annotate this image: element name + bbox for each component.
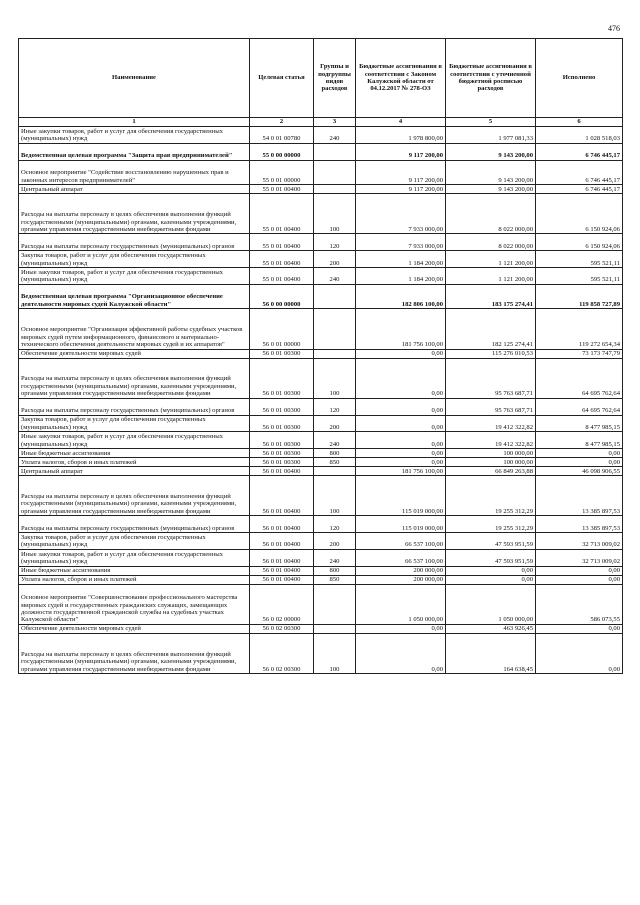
row-law-allocation: 1 184 200,00 <box>356 251 446 268</box>
header-law-allocations: Бюджетные ассигнования в соответствии с Законом Калужской области от 04.12.2017 № 278-ОЗ <box>356 39 446 118</box>
row-expense-group: 240 <box>314 549 356 566</box>
row-expense-group: 100 <box>314 194 356 234</box>
row-target-article: 56 0 01 00300 <box>250 458 314 467</box>
row-target-article: 55 0 01 00400 <box>250 251 314 268</box>
table-row <box>19 143 623 160</box>
table-row <box>19 251 623 268</box>
row-law-allocation: 1 978 800,00 <box>356 127 446 144</box>
row-executed: 0,00 <box>536 458 623 467</box>
row-roster-allocation: 19 412 322,82 <box>446 415 536 432</box>
row-target-article: 56 0 02 00300 <box>250 624 314 633</box>
table-row <box>19 575 623 584</box>
row-law-allocation: 9 117 200,00 <box>356 185 446 194</box>
row-target-article: 56 0 01 00300 <box>250 449 314 458</box>
row-roster-allocation: 19 255 312,29 <box>446 516 536 533</box>
row-target-article: 56 0 01 00300 <box>250 415 314 432</box>
table-row <box>19 309 623 349</box>
row-target-article: 56 0 01 00300 <box>250 432 314 449</box>
column-number: 2 <box>250 118 314 127</box>
row-name: Ведомственная целевая программа "Защита прав предпринимателей" <box>19 143 250 160</box>
row-executed: 73 173 747,79 <box>536 349 623 358</box>
row-name: Закупка товаров, работ и услуг для обеспечения государственных (муниципальных) нужд <box>19 251 250 268</box>
table-row <box>19 194 623 234</box>
row-expense-group: 240 <box>314 432 356 449</box>
row-executed: 13 385 897,53 <box>536 516 623 533</box>
row-roster-allocation: 47 593 951,59 <box>446 549 536 566</box>
row-expense-group: 800 <box>314 449 356 458</box>
row-name: Основное мероприятие "Совершенствование профессионального мастерства мировых судей и государственных гражданских служащих, замещающих должности государственной гражданской службы на судебных участках Калужской области" <box>19 584 250 624</box>
row-expense-group <box>314 160 356 185</box>
row-roster-allocation: 9 143 200,00 <box>446 143 536 160</box>
row-expense-group <box>314 185 356 194</box>
row-expense-group: 800 <box>314 566 356 575</box>
row-expense-group: 120 <box>314 234 356 251</box>
row-roster-allocation: 115 276 010,53 <box>446 349 536 358</box>
row-target-article: 55 0 00 00000 <box>250 143 314 160</box>
row-law-allocation: 7 933 000,00 <box>356 194 446 234</box>
row-expense-group: 100 <box>314 358 356 398</box>
row-law-allocation: 0,00 <box>356 633 446 673</box>
row-name: Расходы на выплаты персоналу государственных (муниципальных) органов <box>19 234 250 251</box>
row-roster-allocation: 100 000,00 <box>446 449 536 458</box>
row-executed: 0,00 <box>536 575 623 584</box>
row-target-article: 56 0 01 00400 <box>250 476 314 516</box>
row-target-article: 55 0 01 00400 <box>250 194 314 234</box>
row-name: Расходы на выплаты персоналу в целях обеспечения выполнения функций государственными (муниципальными) органами, казенными учреждениями, органами управления государственными внебюджетными фондами <box>19 194 250 234</box>
table-row <box>19 467 623 476</box>
table-row <box>19 267 623 284</box>
row-target-article: 55 0 01 00400 <box>250 185 314 194</box>
row-roster-allocation: 19 412 322,82 <box>446 432 536 449</box>
row-expense-group: 120 <box>314 398 356 415</box>
table-row <box>19 516 623 533</box>
row-target-article: 56 0 02 00300 <box>250 633 314 673</box>
row-roster-allocation: 1 121 200,00 <box>446 267 536 284</box>
column-number-row <box>19 118 623 127</box>
row-executed: 64 695 762,64 <box>536 358 623 398</box>
row-expense-group <box>314 584 356 624</box>
row-law-allocation: 0,00 <box>356 432 446 449</box>
row-roster-allocation: 8 022 000,00 <box>446 194 536 234</box>
row-law-allocation: 0,00 <box>356 449 446 458</box>
row-target-article: 56 0 01 00400 <box>250 549 314 566</box>
table-row <box>19 549 623 566</box>
row-name: Иные бюджетные ассигнования <box>19 449 250 458</box>
row-roster-allocation: 100 000,00 <box>446 458 536 467</box>
row-executed: 119 858 727,89 <box>536 284 623 309</box>
table-row <box>19 566 623 575</box>
row-name: Иные закупки товаров, работ и услуг для обеспечения государственных (муниципальных) нужд <box>19 127 250 144</box>
row-law-allocation: 0,00 <box>356 349 446 358</box>
row-target-article: 56 0 02 00000 <box>250 584 314 624</box>
row-expense-group: 100 <box>314 476 356 516</box>
row-law-allocation: 9 117 200,00 <box>356 143 446 160</box>
row-expense-group <box>314 143 356 160</box>
table-row <box>19 349 623 358</box>
table-row <box>19 633 623 673</box>
table-row <box>19 476 623 516</box>
column-number: 1 <box>19 118 250 127</box>
row-executed: 32 713 009,02 <box>536 549 623 566</box>
row-law-allocation: 1 184 200,00 <box>356 267 446 284</box>
page-number: 476 <box>608 24 620 33</box>
row-expense-group <box>314 467 356 476</box>
row-law-allocation: 0,00 <box>356 358 446 398</box>
row-roster-allocation: 95 763 687,71 <box>446 398 536 415</box>
row-name: Иные бюджетные ассигнования <box>19 566 250 575</box>
row-expense-group: 200 <box>314 415 356 432</box>
row-target-article: 55 0 01 00000 <box>250 160 314 185</box>
row-expense-group <box>314 624 356 633</box>
row-law-allocation: 66 537 100,00 <box>356 533 446 550</box>
row-name: Уплата налогов, сборов и иных платежей <box>19 575 250 584</box>
row-law-allocation: 1 050 000,00 <box>356 584 446 624</box>
table-row <box>19 398 623 415</box>
table-row <box>19 234 623 251</box>
row-roster-allocation: 19 255 312,29 <box>446 476 536 516</box>
row-expense-group: 120 <box>314 516 356 533</box>
row-expense-group <box>314 349 356 358</box>
row-name: Расходы на выплаты персоналу государственных (муниципальных) органов <box>19 516 250 533</box>
row-law-allocation: 181 756 100,00 <box>356 467 446 476</box>
row-executed: 0,00 <box>536 449 623 458</box>
row-target-article: 56 0 01 00400 <box>250 467 314 476</box>
table-row <box>19 358 623 398</box>
row-name: Центральный аппарат <box>19 185 250 194</box>
header-name: Наименование <box>19 39 250 118</box>
row-target-article: 56 0 00 00000 <box>250 284 314 309</box>
row-target-article: 55 0 01 00400 <box>250 234 314 251</box>
row-law-allocation: 0,00 <box>356 415 446 432</box>
table-body <box>19 127 623 674</box>
row-target-article: 56 0 01 00400 <box>250 533 314 550</box>
row-name: Расходы на выплаты персоналу в целях обеспечения выполнения функций государственными (муниципальными) органами, казенными учреждениями, органами управления государственными внебюджетными фондами <box>19 633 250 673</box>
row-name: Обеспечение деятельности мировых судей <box>19 624 250 633</box>
row-roster-allocation: 95 763 687,71 <box>446 358 536 398</box>
row-expense-group: 200 <box>314 533 356 550</box>
header-roster-allocations: Бюджетные ассигнования в соответствии с уточненной бюджетной росписью расходов <box>446 39 536 118</box>
table-row <box>19 185 623 194</box>
row-roster-allocation: 66 849 263,88 <box>446 467 536 476</box>
table-row <box>19 127 623 144</box>
row-name: Закупка товаров, работ и услуг для обеспечения государственных (муниципальных) нужд <box>19 415 250 432</box>
row-target-article: 56 0 01 00300 <box>250 398 314 415</box>
row-roster-allocation: 1 977 081,33 <box>446 127 536 144</box>
row-executed: 6 746 445,17 <box>536 185 623 194</box>
row-law-allocation: 0,00 <box>356 458 446 467</box>
row-name: Закупка товаров, работ и услуг для обеспечения государственных (муниципальных) нужд <box>19 533 250 550</box>
row-executed: 0,00 <box>536 633 623 673</box>
row-executed: 8 477 985,15 <box>536 432 623 449</box>
row-expense-group: 240 <box>314 127 356 144</box>
row-target-article: 56 0 01 00300 <box>250 358 314 398</box>
row-roster-allocation: 1 050 000,00 <box>446 584 536 624</box>
table-row <box>19 458 623 467</box>
row-law-allocation: 182 806 100,00 <box>356 284 446 309</box>
table-row <box>19 533 623 550</box>
row-roster-allocation: 463 926,45 <box>446 624 536 633</box>
row-target-article: 56 0 01 00400 <box>250 566 314 575</box>
row-executed: 1 028 518,03 <box>536 127 623 144</box>
row-roster-allocation: 8 022 000,00 <box>446 234 536 251</box>
row-name: Центральный аппарат <box>19 467 250 476</box>
row-executed: 6 150 924,06 <box>536 194 623 234</box>
row-name: Расходы на выплаты персоналу государственных (муниципальных) органов <box>19 398 250 415</box>
row-roster-allocation: 0,00 <box>446 566 536 575</box>
row-roster-allocation: 1 121 200,00 <box>446 251 536 268</box>
column-number: 3 <box>314 118 356 127</box>
row-target-article: 56 0 01 00000 <box>250 309 314 349</box>
header-expense-groups: Группы и подгруппы видов расходов <box>314 39 356 118</box>
table-header-row <box>19 39 623 118</box>
row-executed: 0,00 <box>536 566 623 575</box>
table-row <box>19 160 623 185</box>
row-name: Иные закупки товаров, работ и услуг для обеспечения государственных (муниципальных) нужд <box>19 267 250 284</box>
row-name: Иные закупки товаров, работ и услуг для обеспечения государственных (муниципальных) нужд <box>19 432 250 449</box>
row-target-article: 56 0 01 00400 <box>250 575 314 584</box>
row-law-allocation: 115 019 000,00 <box>356 476 446 516</box>
row-target-article: 56 0 01 00300 <box>250 349 314 358</box>
row-executed: 64 695 762,64 <box>536 398 623 415</box>
row-expense-group <box>314 309 356 349</box>
row-executed: 595 521,11 <box>536 251 623 268</box>
row-name: Уплата налогов, сборов и иных платежей <box>19 458 250 467</box>
budget-execution-table <box>18 38 623 674</box>
row-target-article: 54 0 01 00780 <box>250 127 314 144</box>
row-executed: 119 272 654,34 <box>536 309 623 349</box>
row-law-allocation: 66 537 100,00 <box>356 549 446 566</box>
row-executed: 595 521,11 <box>536 267 623 284</box>
table-row <box>19 432 623 449</box>
header-target-article: Целевая статья <box>250 39 314 118</box>
row-target-article: 56 0 01 00400 <box>250 516 314 533</box>
row-executed: 13 385 897,53 <box>536 476 623 516</box>
row-expense-group: 850 <box>314 458 356 467</box>
row-expense-group: 100 <box>314 633 356 673</box>
row-law-allocation: 0,00 <box>356 398 446 415</box>
row-law-allocation: 9 117 200,00 <box>356 160 446 185</box>
row-name: Основное мероприятие "Организация эффективной работы судебных участков мировых судей путем информационного, финансового и материально-технического обеспечения деятельности мировых судей и их аппаратов" <box>19 309 250 349</box>
row-name: Основное мероприятие "Содействие восстановлению нарушенных прав и законных интересов предпринимателей" <box>19 160 250 185</box>
row-executed: 8 477 985,15 <box>536 415 623 432</box>
row-law-allocation: 7 933 000,00 <box>356 234 446 251</box>
row-executed: 0,00 <box>536 624 623 633</box>
row-name: Расходы на выплаты персоналу в целях обеспечения выполнения функций государственными (муниципальными) органами, казенными учреждениями, органами управления государственными внебюджетными фондами <box>19 358 250 398</box>
row-roster-allocation: 0,00 <box>446 575 536 584</box>
row-executed: 46 098 906,55 <box>536 467 623 476</box>
row-roster-allocation: 164 638,45 <box>446 633 536 673</box>
row-name: Иные закупки товаров, работ и услуг для обеспечения государственных (муниципальных) нужд <box>19 549 250 566</box>
table-row <box>19 584 623 624</box>
row-roster-allocation: 183 175 274,41 <box>446 284 536 309</box>
row-name: Расходы на выплаты персоналу в целях обеспечения выполнения функций государственными (муниципальными) органами, казенными учреждениями, органами управления государственными внебюджетными фондами <box>19 476 250 516</box>
row-law-allocation: 181 756 100,00 <box>356 309 446 349</box>
row-roster-allocation: 9 143 200,00 <box>446 160 536 185</box>
column-number: 4 <box>356 118 446 127</box>
row-roster-allocation: 182 125 274,41 <box>446 309 536 349</box>
table-row <box>19 449 623 458</box>
row-law-allocation: 0,00 <box>356 624 446 633</box>
row-law-allocation: 200 000,00 <box>356 566 446 575</box>
column-number: 5 <box>446 118 536 127</box>
row-law-allocation: 115 019 000,00 <box>356 516 446 533</box>
row-law-allocation: 200 000,00 <box>356 575 446 584</box>
row-target-article: 55 0 01 00400 <box>250 267 314 284</box>
row-executed: 32 713 009,02 <box>536 533 623 550</box>
row-expense-group <box>314 284 356 309</box>
table-row <box>19 284 623 309</box>
row-executed: 6 746 445,17 <box>536 160 623 185</box>
row-expense-group: 200 <box>314 251 356 268</box>
row-name: Обеспечение деятельности мировых судей <box>19 349 250 358</box>
header-executed: Исполнено <box>536 39 623 118</box>
row-name: Ведомственная целевая программа "Организационное обеспечение деятельности мировых судей Калужской области" <box>19 284 250 309</box>
table-row <box>19 415 623 432</box>
row-executed: 586 073,55 <box>536 584 623 624</box>
row-executed: 6 746 445,17 <box>536 143 623 160</box>
row-expense-group: 240 <box>314 267 356 284</box>
column-number: 6 <box>536 118 623 127</box>
row-roster-allocation: 9 143 200,00 <box>446 185 536 194</box>
row-roster-allocation: 47 593 951,59 <box>446 533 536 550</box>
table-row <box>19 624 623 633</box>
row-executed: 6 150 924,06 <box>536 234 623 251</box>
row-expense-group: 850 <box>314 575 356 584</box>
